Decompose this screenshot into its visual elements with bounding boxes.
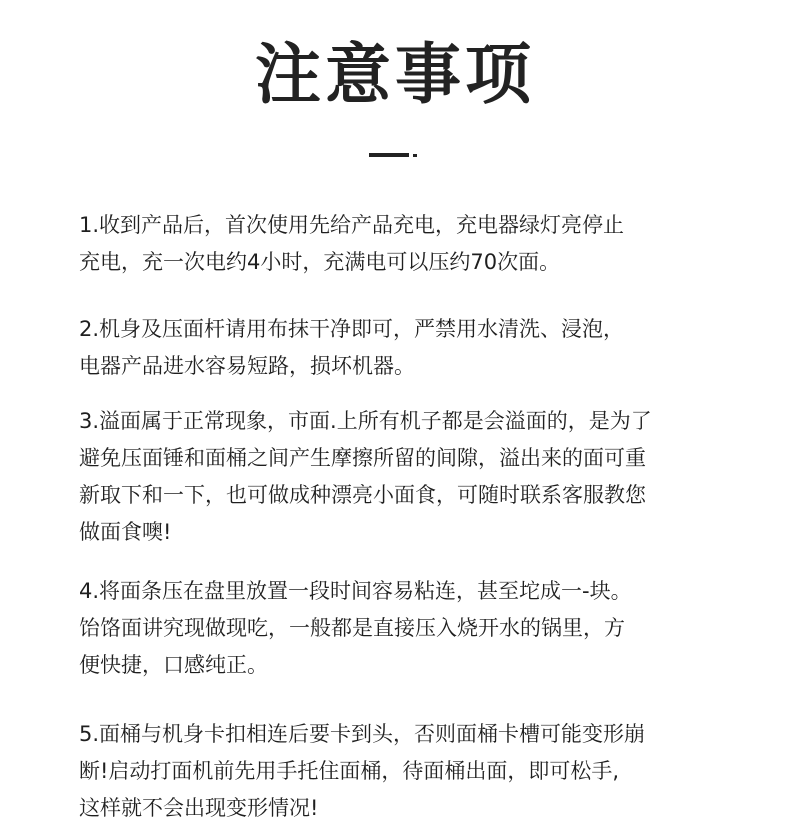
note-line: 这样就不会出现变形情况! bbox=[79, 796, 319, 820]
note-line: 便快捷，口感纯正。 bbox=[79, 653, 268, 677]
note-item-1 bbox=[79, 207, 739, 281]
note-line: 新取下和一下，也可做成种漂亮小面食，可随时联系客服教您 bbox=[79, 483, 646, 507]
title-divider bbox=[369, 153, 409, 157]
note-line: 5.面桶与机身卡扣相连后要卡到头，否则面桶卡槽可能变形崩 bbox=[79, 722, 646, 746]
note-line: 1.收到产品后，首次使用先给产品充电，充电器绿灯亮停止 bbox=[79, 213, 625, 237]
note-line: 饴饹面讲究现做现吃，一般都是直接压入烧开水的锅里，方 bbox=[79, 616, 625, 640]
note-item-2 bbox=[79, 311, 739, 385]
note-line: 断!启动打面机前先用手托住面桶，待面桶出面，即可松手, bbox=[79, 759, 620, 783]
note-line: 3.溢面属于正常现象，市面.上所有机子都是会溢面的，是为了 bbox=[79, 409, 652, 433]
note-line: 电器产品进水容易短路，损坏机器。 bbox=[79, 354, 415, 378]
notes-list bbox=[79, 207, 739, 827]
note-line: 4.将面条压在盘里放置一段时间容易粘连，甚至坨成一-块。 bbox=[79, 579, 632, 603]
note-item-5 bbox=[79, 716, 739, 827]
note-item-4 bbox=[79, 573, 739, 684]
note-item-3 bbox=[79, 403, 739, 551]
title-divider-dot bbox=[413, 154, 417, 157]
note-line: 2.机身及压面杆请用布抹干净即可，严禁用水清洗、浸泡， bbox=[79, 317, 625, 341]
page-title: 注意事项 bbox=[255, 36, 535, 113]
note-line: 做面食噢! bbox=[79, 520, 172, 544]
note-line: 避免压面锤和面桶之间产生摩擦所留的间隙，溢出来的面可重 bbox=[79, 446, 646, 470]
note-line: 充电，充一次电约4小时，充满电可以压约70次面。 bbox=[79, 250, 561, 274]
